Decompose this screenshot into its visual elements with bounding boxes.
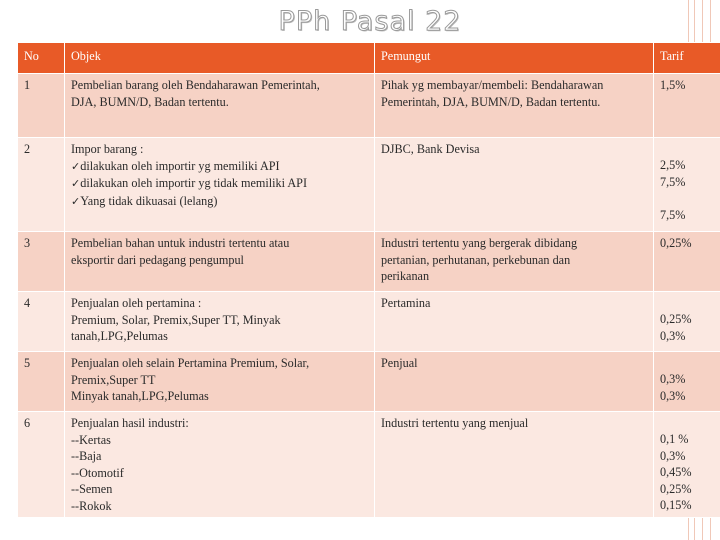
check-icon: ✓ — [71, 195, 81, 208]
check-icon: ✓ — [71, 178, 81, 190]
cell-no: 6 — [18, 412, 65, 518]
table-row — [18, 138, 720, 232]
header-no: No — [18, 43, 65, 74]
cell-pemungut: Pertamina — [375, 292, 654, 352]
cell-no: 4 — [18, 292, 65, 352]
cell-tarif: 0,1 % 0,3% 0,45% 0,25% 0,15% — [654, 412, 720, 518]
cell-objek: Penjualan hasil industri: --Kertas --Baja --Otomotif --Semen --Rokok — [65, 412, 375, 518]
cell-objek: Penjualan oleh pertamina : Premium, Solar, Premix,Super TT, Minyak tanah,LPG,Pelumas — [65, 292, 375, 352]
table-row — [18, 232, 720, 292]
cell-pemungut: Industri tertentu yang menjual — [375, 412, 654, 518]
cell-tarif: 0,25% 0,3% — [654, 292, 720, 352]
pph-22-table — [17, 42, 720, 518]
cell-pemungut: Penjual — [375, 352, 654, 412]
table-header-row — [18, 43, 720, 74]
header-tarif: Tarif — [654, 43, 720, 74]
check-icon: ✓ — [71, 160, 81, 173]
cell-pemungut: DJBC, Bank Devisa — [375, 138, 654, 232]
cell-tarif: 0,25% — [654, 232, 720, 292]
cell-tarif: 0,3% 0,3% — [654, 352, 720, 412]
table-row — [18, 292, 720, 352]
cell-tarif: 1,5% — [654, 74, 720, 138]
cell-pemungut: Industri tertentu yang bergerak dibidang pertanian, perhutanan, perkebunan dan perikanan — [375, 232, 654, 292]
cell-no: 1 — [18, 74, 65, 138]
cell-tarif: 2,5% 7,5% 7,5% — [654, 138, 720, 232]
header-pemungut: Pemungut — [375, 43, 654, 74]
cell-objek: Pembelian bahan untuk industri tertentu atau eksportir dari pedagang pengumpul — [65, 232, 375, 292]
table-row — [18, 412, 720, 518]
table-row — [18, 74, 720, 138]
slide-title: PPh Pasal 22 — [278, 6, 462, 37]
table-row — [18, 352, 720, 412]
cell-objek: Impor barang : ✓dilakukan oleh importir yg memiliki API ✓dilakukan oleh importir yg tidak memiliki API ✓Yang tidak dikuasai (lelang) — [65, 138, 375, 232]
cell-objek: Pembelian barang oleh Bendaharawan Pemerintah, DJA, BUMN/D, Badan tertentu. — [65, 74, 375, 138]
cell-no: 5 — [18, 352, 65, 412]
cell-no: 3 — [18, 232, 65, 292]
cell-objek: Penjualan oleh selain Pertamina Premium, Solar, Premix,Super TT Minyak tanah,LPG,Pelumas — [65, 352, 375, 412]
cell-pemungut: Pihak yg membayar/membeli: Bendaharawan Pemerintah, DJA, BUMN/D, Badan tertentu. — [375, 74, 654, 138]
header-objek: Objek — [65, 43, 375, 74]
cell-no: 2 — [18, 138, 65, 232]
